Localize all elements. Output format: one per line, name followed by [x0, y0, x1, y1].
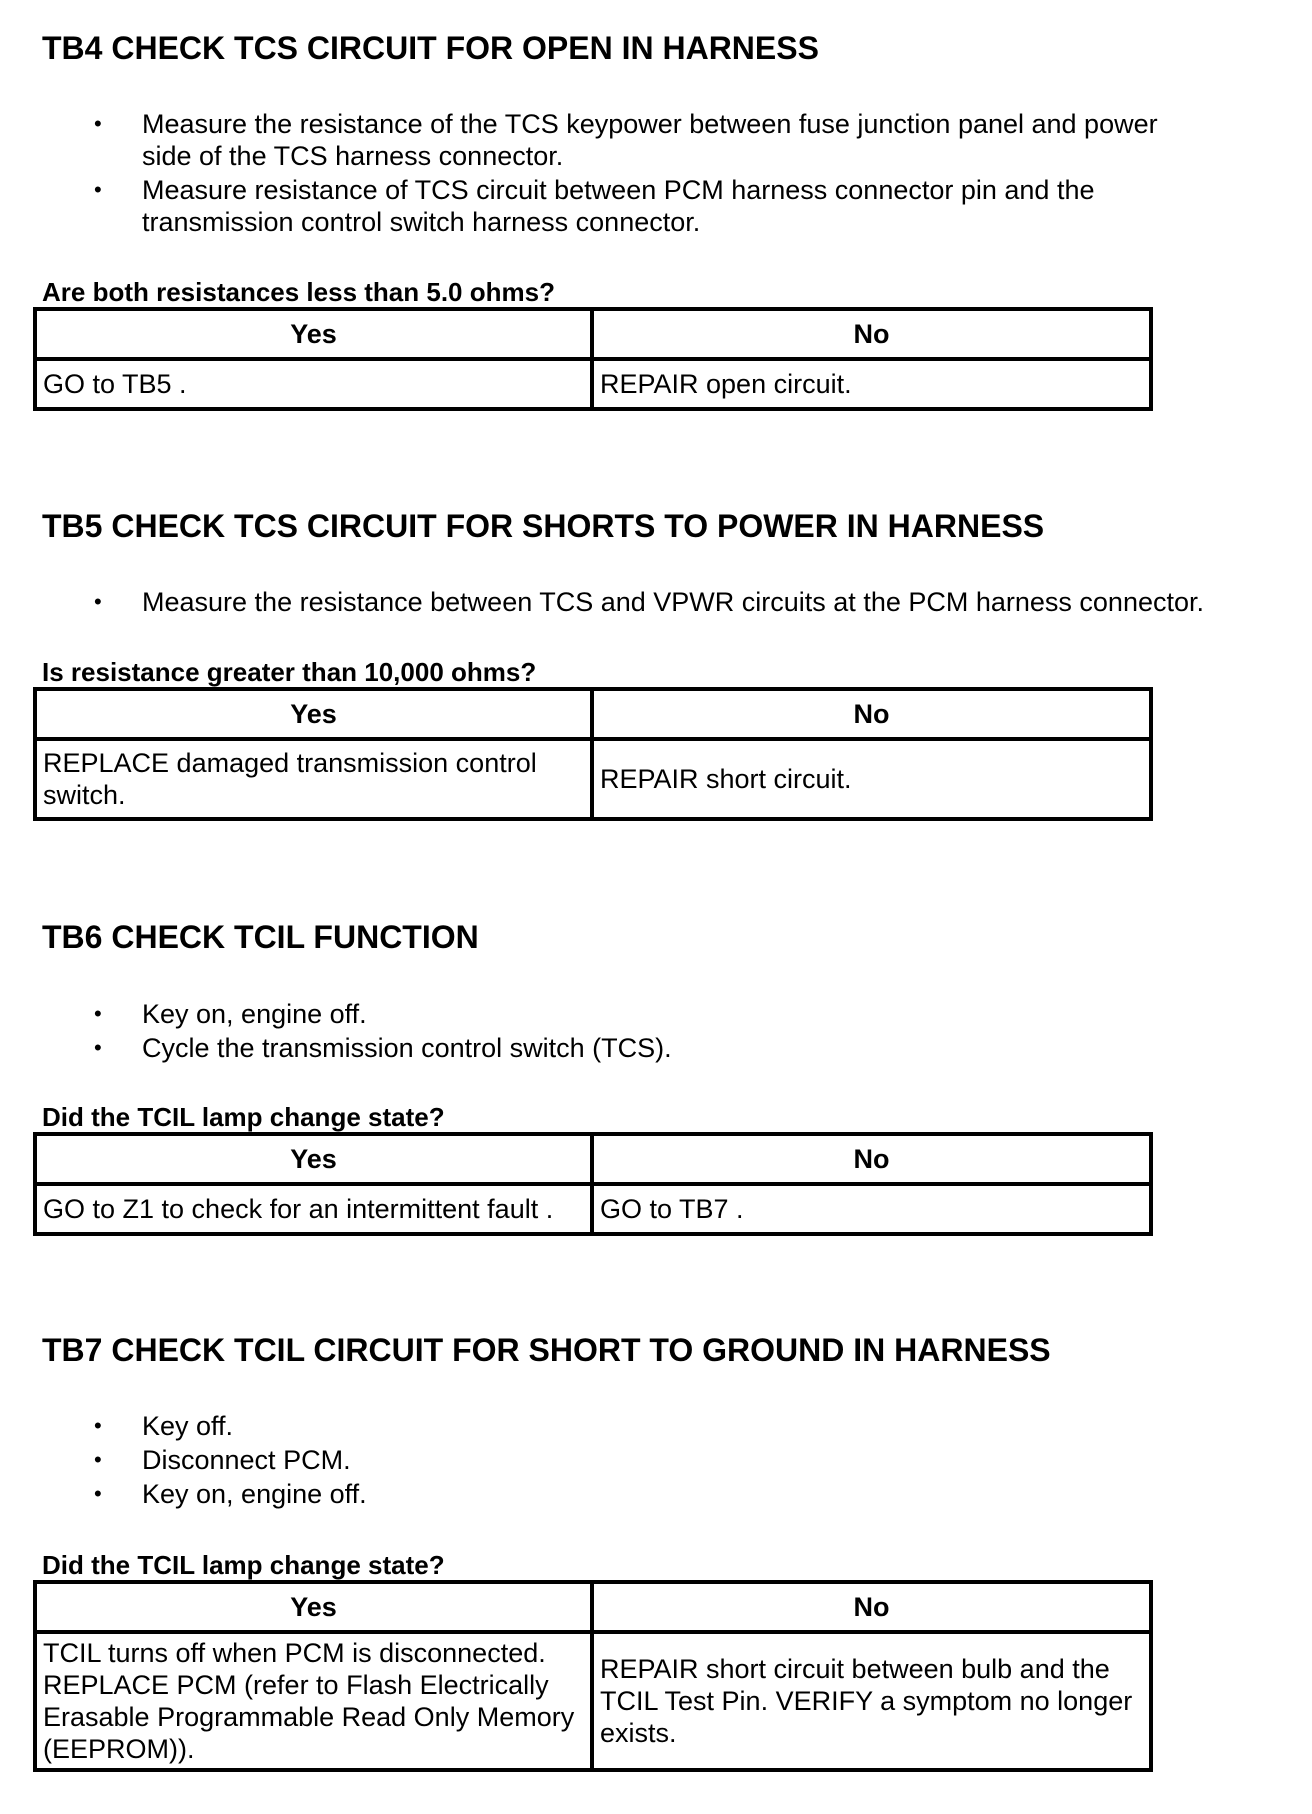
question-text: Are both resistances less than 5.0 ohms?: [42, 277, 555, 307]
question-text: Did the TCIL lamp change state?: [42, 1550, 445, 1580]
table-row: [35, 1184, 1151, 1234]
yes-header: Yes: [35, 1134, 592, 1184]
yes-header: Yes: [35, 689, 592, 739]
section-heading: TB7 CHECK TCIL CIRCUIT FOR SHORT TO GROUND IN HARNESS: [42, 1332, 1051, 1368]
yes-header: Yes: [35, 309, 592, 359]
yes-action: REPLACE damaged transmission control switch.: [35, 739, 592, 819]
table-header-row: [35, 689, 1151, 739]
bullet-list: [0, 108, 1202, 240]
question-text: Did the TCIL lamp change state?: [42, 1102, 445, 1132]
question-text: Is resistance greater than 10,000 ohms?: [42, 657, 537, 687]
table-row: [35, 739, 1151, 819]
bullet-list: [0, 1410, 1202, 1512]
decision-table: [33, 1132, 1153, 1236]
no-header: No: [592, 689, 1151, 739]
bullet-icon: •: [94, 1035, 102, 1060]
list-item: • Measure resistance of TCS circuit between PCM harness connector pin and the transmission control switch harness connector.: [94, 175, 1095, 237]
list-item: • Measure the resistance of the TCS keypower between fuse junction panel and power side of the TCS harness connector.: [94, 109, 1158, 171]
decision-table: [33, 307, 1153, 411]
bullet-icon: •: [94, 1481, 102, 1506]
no-header: No: [592, 1582, 1151, 1632]
table-row: [35, 1632, 1151, 1770]
list-item: • Key on, engine off.: [94, 999, 367, 1029]
bullet-icon: •: [94, 111, 102, 136]
table-header-row: [35, 309, 1151, 359]
bullet-list: [0, 998, 1202, 1066]
bullet-icon: •: [94, 1413, 102, 1438]
table-header-row: [35, 1134, 1151, 1184]
table-header-row: [35, 1582, 1151, 1632]
yes-action: GO to Z1 to check for an intermittent fault .: [35, 1184, 592, 1234]
yes-action: TCIL turns off when PCM is disconnected. REPLACE PCM (refer to Flash Electrically Erasable Programmable Read Only Memory (EEPROM)).: [35, 1632, 592, 1770]
section-heading: TB4 CHECK TCS CIRCUIT FOR OPEN IN HARNESS: [42, 30, 819, 66]
section-heading: TB6 CHECK TCIL FUNCTION: [42, 919, 479, 955]
list-item: • Disconnect PCM.: [94, 1445, 351, 1475]
list-item: • Measure the resistance between TCS and VPWR circuits at the PCM harness connector.: [94, 587, 1204, 617]
no-action: REPAIR short circuit.: [592, 739, 1151, 819]
list-item: • Cycle the transmission control switch (TCS).: [94, 1033, 672, 1063]
list-item: • Key on, engine off.: [94, 1479, 367, 1509]
list-item: • Key off.: [94, 1411, 234, 1441]
no-action: REPAIR short circuit between bulb and the TCIL Test Pin. VERIFY a symptom no longer exists.: [592, 1632, 1151, 1770]
decision-table: [33, 1580, 1153, 1772]
bullet-list: [0, 586, 1292, 620]
no-header: No: [592, 309, 1151, 359]
table-row: [35, 359, 1151, 409]
no-action: REPAIR open circuit.: [592, 359, 1151, 409]
bullet-icon: •: [94, 589, 102, 614]
bullet-icon: •: [94, 1447, 102, 1472]
section-heading: TB5 CHECK TCS CIRCUIT FOR SHORTS TO POWER IN HARNESS: [42, 508, 1045, 544]
no-action: GO to TB7 .: [592, 1184, 1151, 1234]
bullet-icon: •: [94, 177, 102, 202]
bullet-icon: •: [94, 1001, 102, 1026]
yes-header: Yes: [35, 1582, 592, 1632]
decision-table: [33, 687, 1153, 821]
no-header: No: [592, 1134, 1151, 1184]
yes-action: GO to TB5 .: [35, 359, 592, 409]
